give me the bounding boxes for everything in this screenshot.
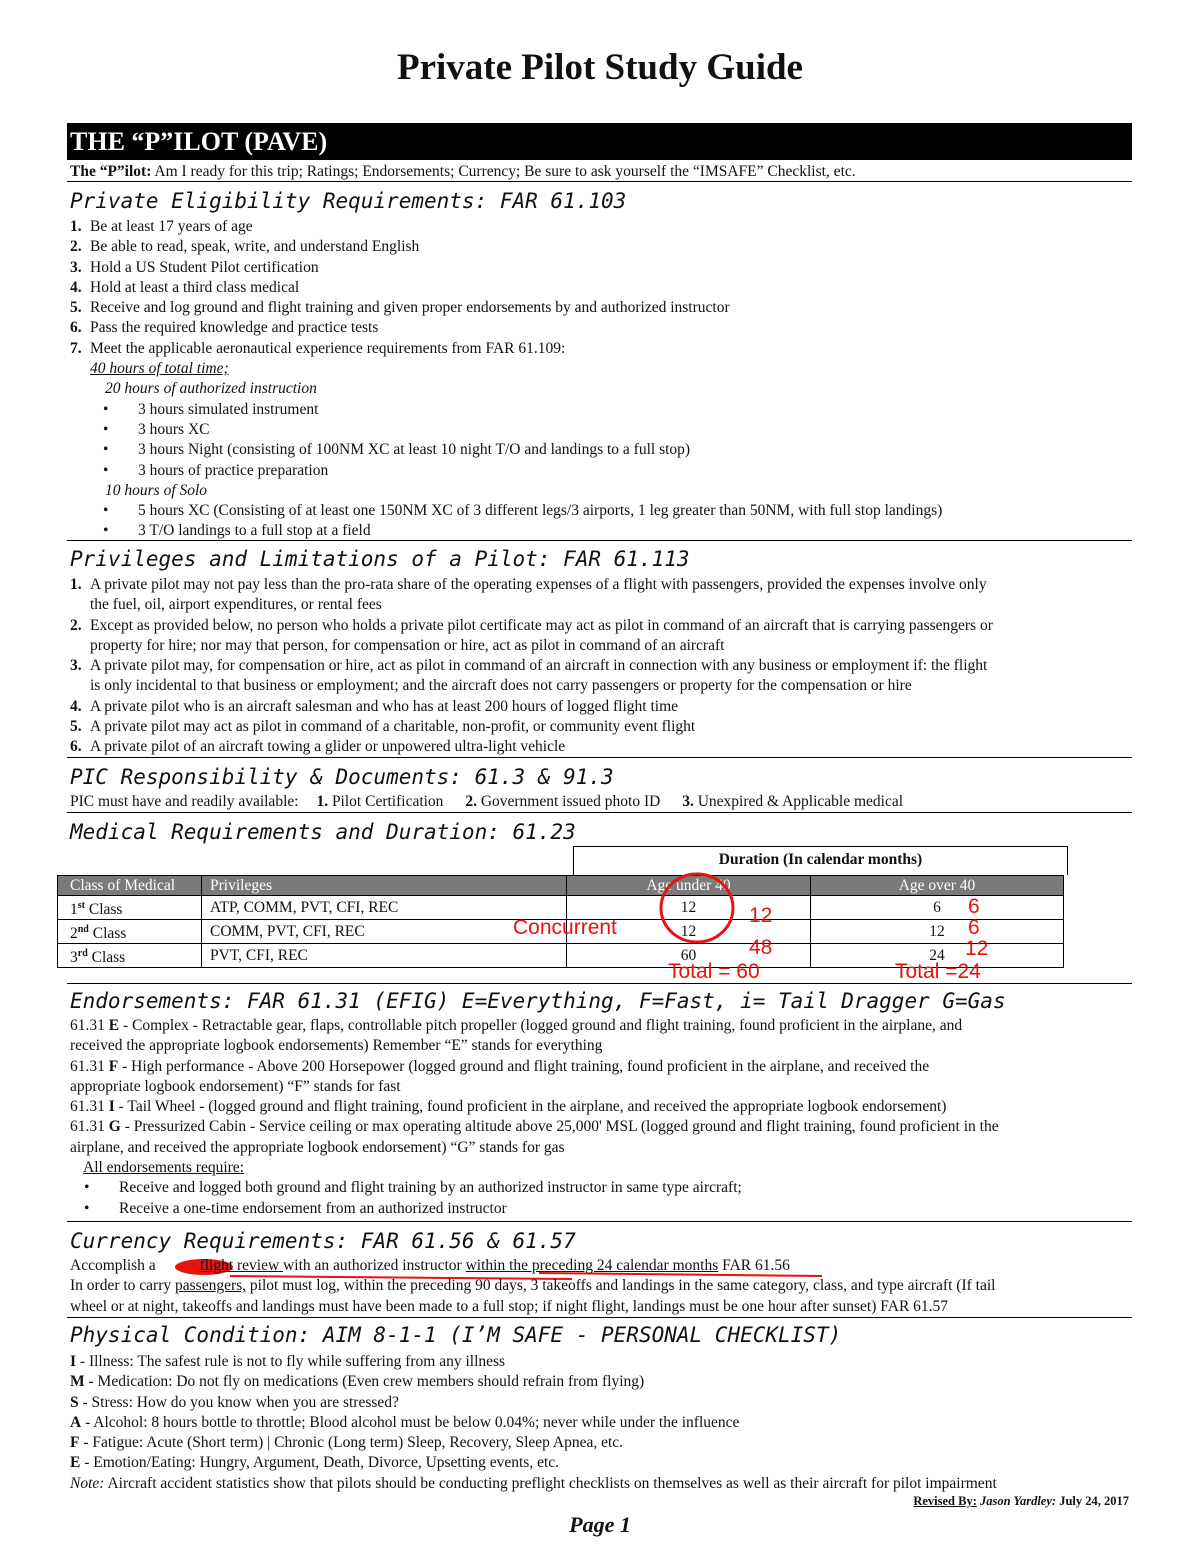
item-number: 2.	[70, 238, 82, 256]
endorsement-letter: G	[108, 1118, 121, 1136]
duration-header: Duration (In calendar months)	[573, 846, 1068, 875]
checklist-line	[70, 1352, 997, 1372]
divider	[67, 1317, 1132, 1318]
checklist-text: - Fatigue: Acute (Short term) | Chronic (Long term) Sleep, Recovery, Sleep Apnea, etc.	[79, 1434, 624, 1452]
list-item: • 3 T/O landings to a full stop at a field	[98, 521, 942, 541]
class-suffix: rd	[77, 948, 88, 960]
column-header: Class of Medical	[58, 876, 202, 896]
pic-heading: PIC Responsibility & Documents: 61.3 & 91.3	[70, 765, 614, 789]
checklist-text: - Alcohol: 8 hours bottle to throttle; Blood alcohol must be below 0.04%; never while under the influence	[81, 1413, 740, 1431]
endorsement-line	[70, 1016, 999, 1036]
far-code: 61.31	[70, 1098, 109, 1116]
checklist-letter: M	[70, 1373, 85, 1391]
item-number: 3.	[70, 657, 82, 675]
checklist-text: - Stress: How do you know when you are stressed?	[78, 1393, 399, 1411]
item-number: 7.	[70, 339, 82, 357]
column-header: Age over 40	[811, 876, 1064, 896]
total-time-label: 40 hours of total time;	[90, 360, 229, 378]
endorsement-line	[70, 1138, 999, 1158]
over-40-note: 6	[968, 895, 980, 918]
text-run: within the preceding 24 calendar months	[465, 1257, 719, 1274]
list-item: • 3 hours simulated instrument	[98, 400, 942, 420]
checklist-letter: E	[70, 1454, 81, 1472]
text-run: FAR 61.56	[718, 1257, 790, 1274]
privileges-cell: ATP, COMM, PVT, CFI, REC	[202, 896, 567, 920]
revised-date: July 24, 2017	[1056, 1494, 1129, 1508]
item-number: 6.	[70, 738, 82, 756]
over-40-cell: 12	[811, 920, 1064, 944]
class-word: Class	[87, 949, 126, 967]
under-40-cell: 12	[567, 896, 811, 920]
text-run: passengers,	[175, 1277, 247, 1295]
checklist-text: - Illness: The safest rule is not to fly while suffering from any illness	[76, 1353, 506, 1370]
total-over-40: Total =24	[895, 960, 981, 983]
item-text: Except as provided below, no person who holds a private pilot certificate may act as pilot in command of an aircraft that is carrying passengers or	[90, 616, 993, 634]
endorsement-line	[70, 1097, 999, 1117]
item-text: Pass the required knowledge and practice tests	[90, 319, 379, 337]
list-item: • 3 hours Night (consisting of 100NM XC at least 10 night T/O and landings to a full stop)	[98, 440, 942, 460]
pilot-line-label: The “P”ilot:	[70, 163, 152, 180]
item-number: 3.	[70, 258, 82, 276]
instruction-label: 20 hours of authorized instruction	[105, 380, 317, 398]
privileges-heading: Privileges and Limitations of a Pilot: FAR 61.113	[70, 547, 690, 571]
checklist-text: - Medication: Do not fly on medications (Even crew members should refrain from flying)	[84, 1373, 645, 1391]
class-suffix: st	[77, 900, 85, 911]
note-label: Note:	[70, 1474, 105, 1492]
divider	[67, 1221, 1132, 1222]
revised-name: Jason Yardley:	[976, 1494, 1057, 1508]
item-text: Meet the applicable aeronautical experience requirements from FAR 61.109:	[90, 339, 566, 357]
physical-heading: Physical Condition: AIM 8-1-1 (I’M SAFE - PERSONAL CHECKLIST)	[70, 1323, 842, 1347]
total-under-40: Total = 60	[668, 960, 760, 983]
page-number: Page 1	[569, 1512, 631, 1537]
checklist-line	[70, 1433, 997, 1453]
item-number: 5.	[70, 299, 82, 317]
endorsements-heading: Endorsements: FAR 61.31 (EFIG) E=Everything, F=Fast, i= Tail Dragger G=Gas	[70, 989, 1006, 1013]
under-40-cell: 12	[567, 920, 811, 944]
item-number: 1.	[70, 218, 82, 235]
concurrent-note: Concurrent	[513, 916, 617, 939]
list-item: • 3 hours XC	[98, 420, 942, 440]
list-item: • Receive a one-time endorsement from an authorized instructor	[79, 1199, 999, 1219]
currency-line: wheel or at night, takeoffs and landings must have been made to a full stop; if night flight, landings must be one hour after sunset) FAR 61.57	[70, 1297, 949, 1315]
checklist-letter: A	[70, 1413, 82, 1431]
endorsement-line	[70, 1057, 999, 1077]
under-40-note: 48	[749, 936, 773, 959]
pic-item-number: 2.	[465, 793, 477, 810]
item-text: the fuel, oil, airport expenditures, or rental fees	[90, 596, 382, 614]
currency-line	[70, 1276, 995, 1296]
endorsement-text: received the appropriate logbook endorsements) Remember “E” stands for everything	[70, 1037, 603, 1055]
class-word: Class	[84, 901, 123, 919]
endorsement-line	[70, 1117, 999, 1137]
class-word: Class	[88, 925, 127, 943]
item-text: Receive and log ground and flight training and given proper endorsements by and authorized instructor	[90, 299, 730, 317]
privileges-cell: PVT, CFI, REC	[202, 944, 567, 968]
list-item: • 5 hours XC (Consisting of at least one 150NM XC of 3 different legs/3 airports, 1 leg greater than 50NM, with full stop landings)	[98, 501, 942, 521]
item-text: property for hire; nor may that person, for compensation or hire, act as pilot in command of an aircraft	[90, 636, 725, 654]
far-code: 61.31	[70, 1118, 109, 1136]
item-text: is only incidental to that business or employment; and the aircraft does not carry passengers or property for the compensation or hire	[90, 677, 912, 695]
list-item: • 3 hours of practice preparation	[98, 461, 942, 481]
under-40-cell: 60	[567, 944, 811, 968]
column-header: Privileges	[202, 876, 567, 896]
over-40-cell: 6	[811, 896, 1064, 920]
item-number: 1.	[70, 576, 82, 593]
currency-heading: Currency Requirements: FAR 61.56 & 61.57	[70, 1229, 576, 1253]
endorsement-letter: E	[108, 1017, 120, 1034]
over-40-cell: 24	[811, 944, 1064, 968]
item-text: A private pilot of an aircraft towing a glider or unpowered ultra-light vehicle	[90, 738, 566, 756]
item-text: Be able to read, speak, write, and understand English	[90, 238, 420, 256]
over-40-note: 12	[965, 937, 989, 960]
section-banner: THE “P”ILOT (PAVE)	[67, 123, 1132, 160]
checklist-letter: S	[70, 1393, 79, 1411]
class-suffix: nd	[77, 924, 89, 936]
text-run: In order to carry	[70, 1277, 176, 1295]
endorsement-letter: I	[108, 1098, 115, 1116]
pilot-line-text: Am I ready for this trip; Ratings; Endorsements; Currency; Be sure to ask yourself the “IMSAFE” Checklist, etc.	[151, 163, 856, 180]
text-run: with an authorized instructor	[283, 1257, 466, 1274]
medical-heading: Medical Requirements and Duration: 61.23	[70, 820, 576, 844]
item-text: Be at least 17 years of age	[90, 218, 253, 235]
item-text: A private pilot may, for compensation or hire, act as pilot in command of an aircraft in connection with any business or employment if: the flight	[90, 657, 988, 675]
item-number: 4.	[70, 278, 82, 296]
physical-body	[70, 1352, 997, 1494]
currency-body	[70, 1256, 995, 1317]
checklist-line	[70, 1453, 997, 1473]
endorsement-text: - High performance - Above 200 Horsepower (logged ground and flight training, found proficient in the airplane, and received the	[118, 1057, 930, 1075]
item-number: 2.	[70, 616, 82, 634]
note-line	[70, 1474, 997, 1494]
class-number: 1	[70, 901, 78, 919]
pic-item-text: Government issued photo ID	[480, 793, 661, 810]
under-40-note: 12	[749, 904, 773, 927]
text-run: flight review	[199, 1257, 284, 1274]
endorsement-line	[70, 1077, 999, 1097]
privileges-cell: COMM, PVT, CFI, REC	[202, 920, 567, 944]
column-header: Age under 40	[567, 876, 811, 896]
checklist-text: - Emotion/Eating: Hungry, Argument, Death, Divorce, Upsetting events, etc.	[80, 1454, 560, 1472]
pic-item-text: Unexpired & Applicable medical	[697, 793, 904, 810]
endorsements-body	[70, 1016, 999, 1219]
item-text: Hold a US Student Pilot certification	[90, 258, 319, 276]
item-text: Hold at least a third class medical	[90, 278, 300, 296]
revision-note	[913, 1494, 1129, 1509]
endorsement-text: appropriate logbook endorsement) “F” stands for fast	[70, 1077, 401, 1095]
over-40-note: 6	[968, 916, 980, 939]
text-run: Accomplish a	[70, 1257, 160, 1274]
item-number: 4.	[70, 697, 82, 715]
checklist-line	[70, 1393, 997, 1413]
checklist-line	[70, 1372, 997, 1392]
class-number: 3	[70, 949, 78, 967]
pic-item-number: 1.	[316, 793, 329, 810]
checklist-line	[70, 1413, 997, 1433]
far-code: 61.31	[70, 1057, 109, 1075]
list-item: • Receive and logged both ground and flight training by an authorized instructor in same type aircraft;	[79, 1178, 999, 1198]
item-text: A private pilot who is an aircraft salesman and who has at least 200 hours of logged flight time	[90, 697, 679, 715]
endorsement-text: - Pressurized Cabin - Service ceiling or max operating altitude above 25,000' MSL (logged ground and flight training, found proficient in the	[120, 1118, 999, 1136]
endorsement-line	[70, 1036, 999, 1056]
endorsement-text: - Complex - Retractable gear, flaps, controllable pitch propeller (logged ground and flight training, found proficient in the airplane, and	[119, 1017, 963, 1034]
endorsement-text: airplane, and received the appropriate logbook endorsement) “G” stands for gas	[70, 1138, 565, 1156]
text-run: pilot must log, within the preceding 90 days, 3 takeoffs and landings in the same category, class, and type aircraft (If tail	[246, 1277, 996, 1295]
pic-item-number: 3.	[682, 793, 694, 810]
solo-label: 10 hours of Solo	[105, 481, 208, 499]
note-text: Aircraft accident statistics show that pilots should be conducting preflight checklists on themselves as well as their aircraft for pilot impairment	[104, 1474, 997, 1492]
eligibility-heading: Private Eligibility Requirements: FAR 61.103	[70, 189, 627, 213]
class-number: 2	[70, 925, 78, 943]
divider	[67, 983, 1132, 984]
item-text: A private pilot may not pay less than the pro-rata share of the operating expenses of a flight with passengers, provided the expenses involve only	[90, 576, 987, 593]
item-text: A private pilot may act as pilot in command of a charitable, non-profit, or community event flight	[90, 718, 696, 736]
page-title: Private Pilot Study Guide	[397, 47, 803, 88]
item-number: 6.	[70, 319, 82, 337]
currency-line	[70, 1256, 995, 1276]
pic-item-text: Pilot Certification	[331, 793, 444, 810]
item-number: 5.	[70, 718, 82, 736]
checklist-letter: I	[70, 1353, 77, 1370]
checklist-letter: F	[70, 1434, 80, 1452]
endorsement-text: - Tail Wheel - (logged ground and flight training, found proficient in the airplane, and received the appropriate logbook endorsement)	[114, 1098, 947, 1116]
pic-lead: PIC must have and readily available:	[70, 793, 299, 810]
require-label: All endorsements require:	[83, 1159, 244, 1177]
circle-annotation	[661, 874, 733, 942]
revised-label: Revised By:	[913, 1494, 977, 1508]
endorsement-letter: F	[108, 1057, 119, 1075]
far-code: 61.31	[70, 1017, 109, 1034]
